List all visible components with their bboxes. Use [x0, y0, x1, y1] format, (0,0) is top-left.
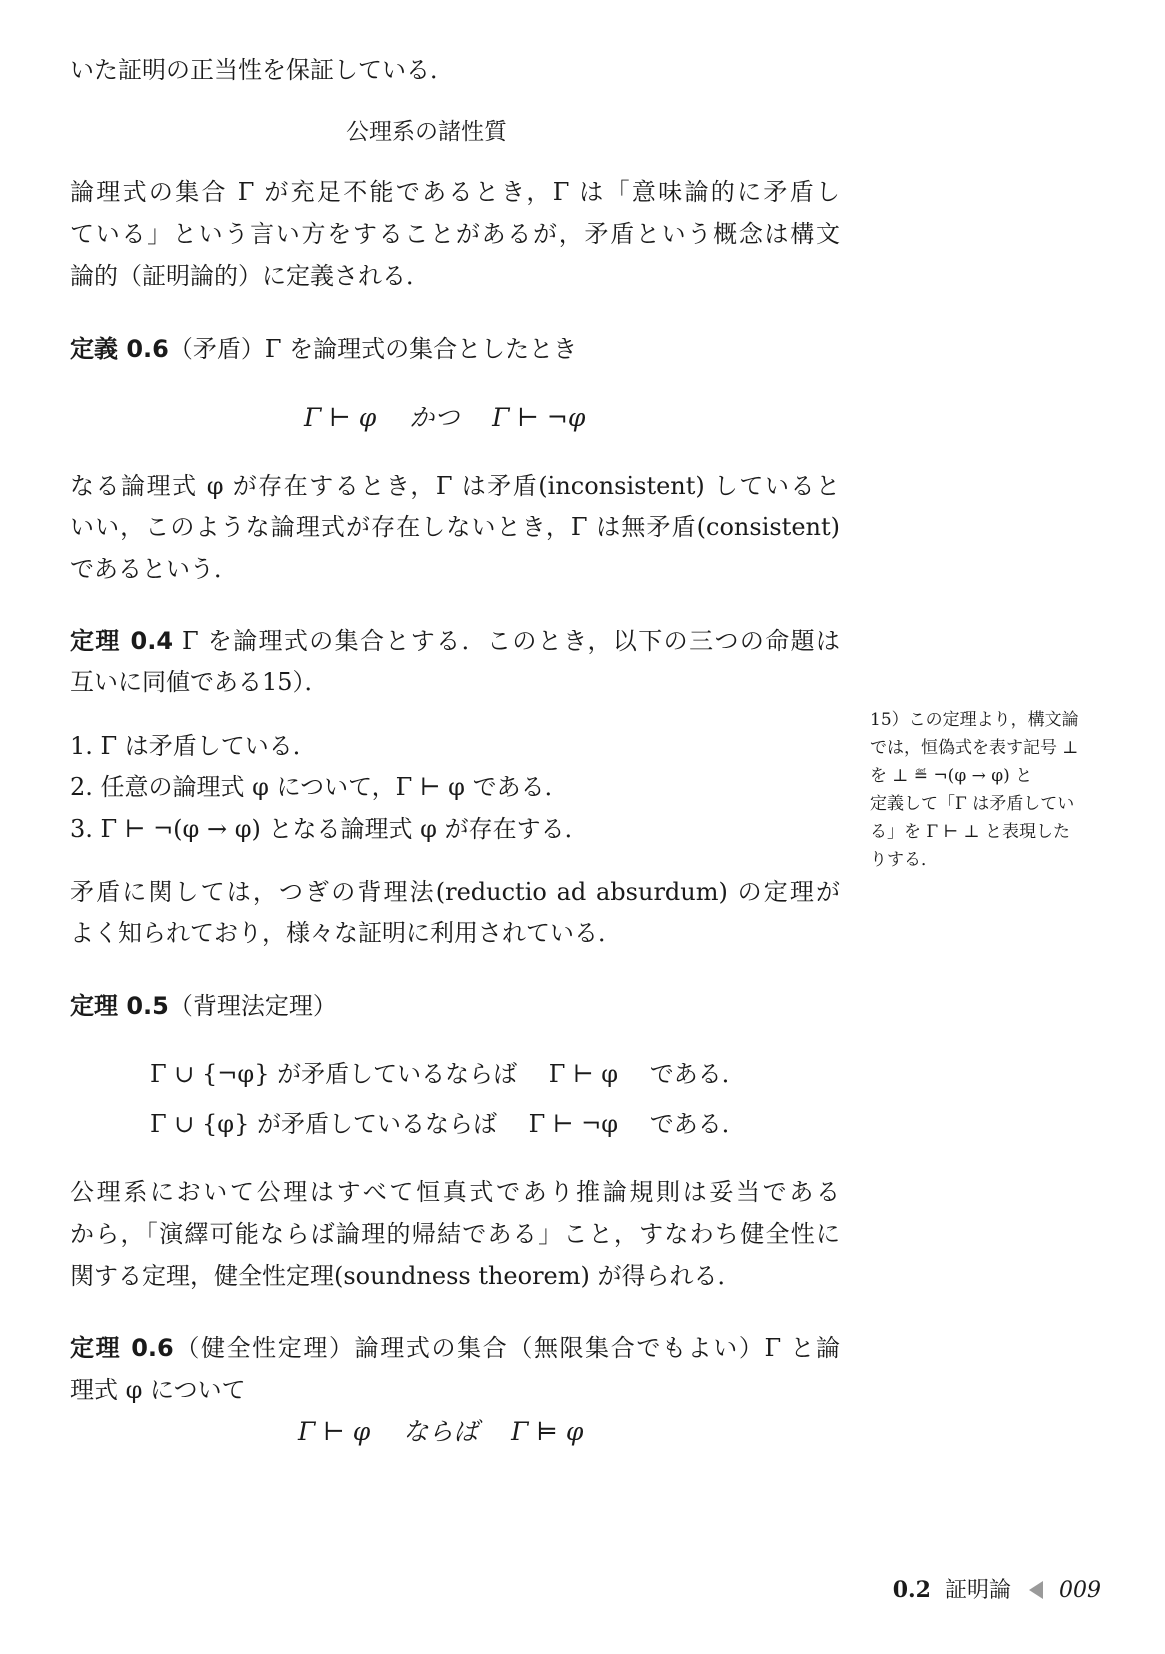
footer-section-number: 0.2: [892, 1577, 931, 1603]
theorem-label: 定理 0.5: [70, 992, 169, 1020]
equation-thm05-1: Γ ∪ {¬φ} が矛盾しているならば Γ ⊢ φ である．: [150, 1060, 746, 1088]
line-10: よく知られており，様々な証明に利用されている．: [70, 919, 622, 947]
list-item-3: 3. Γ ⊢ ¬(φ → φ) となる論理式 φ が存在する．: [70, 815, 589, 843]
line-7: であるという．: [70, 555, 238, 583]
sidenote-line: では，恒偽式を表す記号 ⊥: [870, 738, 1079, 758]
line-5: なる論理式 φ が存在するとき，Γ は矛盾(inconsistent) していると: [70, 472, 840, 500]
sidenote-line: を ⊥ ≝ ¬(φ → φ) と: [870, 766, 1033, 786]
line-11: 公理系において公理はすべて恒真式であり推論規則は妥当である: [70, 1178, 840, 1206]
line-1: いた証明の正当性を保証している．: [70, 56, 454, 84]
line-13: 関する定理，健全性定理(soundness theorem) が得られる．: [70, 1262, 742, 1290]
sidenote-line: 15）この定理より，構文論: [870, 710, 1079, 730]
page-number: 009: [1059, 1578, 1101, 1603]
equation-def06: Γ ⊢ φ かつ Γ ⊢ ¬φ: [304, 403, 586, 432]
sidenote: [870, 706, 1106, 874]
line-4: 論的（証明論的）に定義される．: [70, 262, 430, 290]
page-footer: [893, 1573, 1101, 1604]
theorem-label: 定理 0.6: [70, 1334, 174, 1362]
list-item-1: 1. Γ は矛盾している．: [70, 732, 317, 760]
equation-thm06: Γ ⊢ φ ならば Γ ⊨ φ: [298, 1417, 584, 1446]
theorem-label: 定理 0.4: [70, 627, 174, 655]
theorem-text: （健全性定理）論理式の集合（無限集合でもよい）Γ と論: [173, 1334, 840, 1362]
theorem-text: Γ を論理式の集合とする．このとき，以下の三つの命題は: [173, 627, 840, 655]
section-heading: 公理系の諸性質: [346, 119, 507, 145]
theorem-0-5: [70, 990, 840, 1022]
equation-thm05-2: Γ ∪ {φ} が矛盾しているならば Γ ⊢ ¬φ である．: [150, 1110, 746, 1138]
sidenote-line: りする．: [870, 850, 938, 870]
theorem-0-4: [70, 625, 840, 657]
line-3: ている」という言い方をすることがあるが，矛盾という概念は構文: [70, 220, 840, 248]
triangle-left-icon: [1029, 1581, 1043, 1599]
definition-text: （矛盾）Γ を論理式の集合としたとき: [168, 335, 578, 363]
sidenote-line: 定義して「Γ は矛盾してい: [870, 794, 1075, 814]
list-item-2: 2. 任意の論理式 φ について，Γ ⊢ φ である．: [70, 773, 569, 801]
theorem-0-6: [70, 1332, 840, 1364]
line-6: いい，このような論理式が存在しないとき，Γ は無矛盾(consistent): [70, 513, 840, 541]
footer-section-title: 証明論: [944, 1578, 1011, 1603]
definition-0-6: [70, 333, 840, 365]
line-2: 論理式の集合 Γ が充足不能であるとき，Γ は「意味論的に矛盾し: [70, 178, 840, 206]
line-14: 理式 φ について: [70, 1376, 246, 1404]
line-8: 互いに同値である15）．: [70, 668, 329, 696]
definition-label: 定義 0.6: [70, 335, 169, 363]
theorem-text: （背理法定理）: [168, 992, 337, 1020]
line-9: 矛盾に関しては，つぎの背理法(reductio ad absurdum) の定理が: [70, 878, 840, 906]
sidenote-line: る」を Γ ⊢ ⊥ と表現した: [870, 822, 1071, 842]
line-12: から，「演繹可能ならば論理的帰結である」こと，すなわち健全性に: [70, 1220, 840, 1248]
